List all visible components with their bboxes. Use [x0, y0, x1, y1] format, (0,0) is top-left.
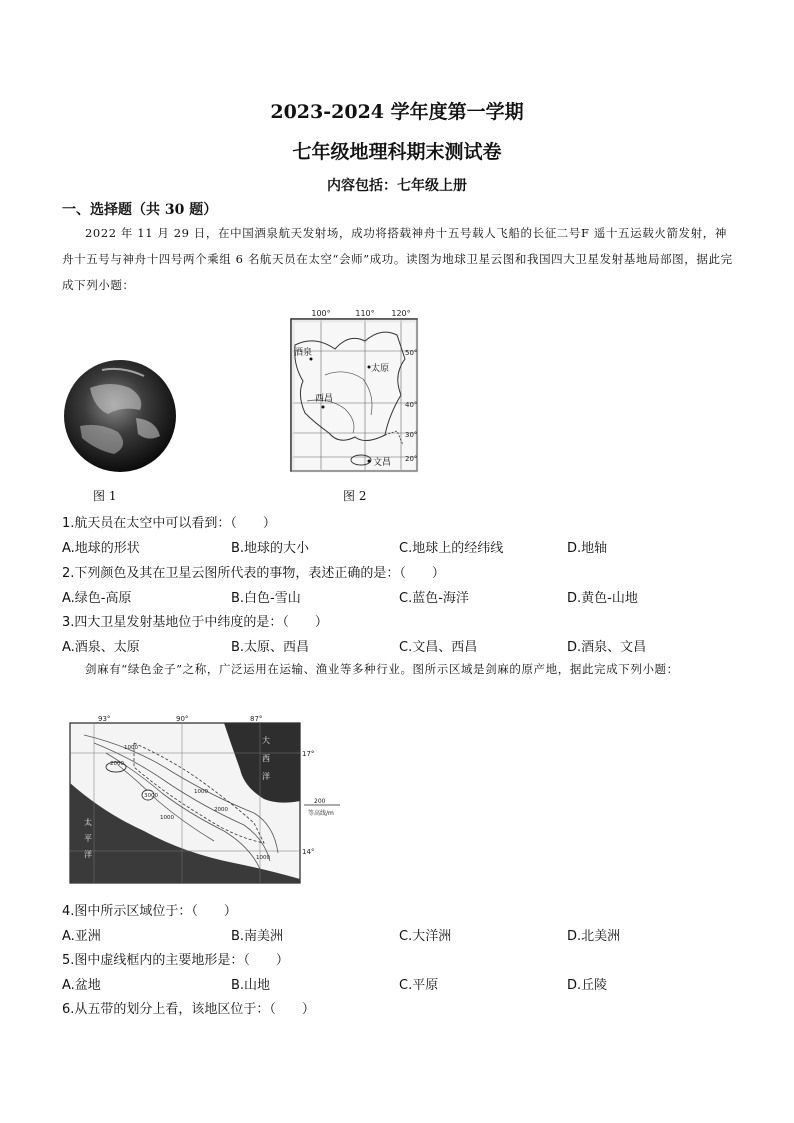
q1-option-b: B.地球的大小	[231, 541, 310, 556]
lon-label: 87°	[250, 715, 263, 723]
ocean-label-pacific: 平	[84, 834, 92, 843]
question-3: 3.四大卫星发射基地位于中纬度的是：（ ）	[62, 615, 328, 630]
contour-label: 1000	[194, 789, 208, 795]
contour-label: 2000	[214, 807, 228, 813]
q3-option-c: C.文昌、西昌	[399, 640, 478, 655]
q4-option-b: B.南美洲	[231, 929, 284, 944]
figure-1-earth-image	[60, 358, 180, 476]
figure-2-caption: 图 2	[343, 489, 367, 503]
q2-option-d: D.黄色-山地	[567, 591, 638, 606]
question-6: 6.从五带的划分上看，该地区位于：（ ）	[62, 1002, 315, 1017]
q3-option-a: A.酒泉、太原	[62, 640, 140, 655]
city-xichang: 西昌	[315, 394, 334, 404]
q2-option-b: B.白色-雪山	[231, 591, 301, 606]
map-longitude-labels	[311, 309, 410, 318]
question-2: 2.下列颜色及其在卫星云图所代表的事物，表述正确的是：（ ）	[62, 566, 445, 581]
q3-option-d: D.酒泉、文昌	[567, 640, 647, 655]
lon-label: 100°	[311, 309, 331, 318]
city-jiuquan: 酒泉	[294, 348, 313, 358]
contour-label: 1000	[124, 745, 138, 751]
lat-label: 30°	[405, 431, 418, 439]
question-4: 4.图中所示区域位于：（ ）	[62, 904, 237, 919]
q2-option-c: C.蓝色-海洋	[399, 591, 469, 606]
lat-label: 20°	[405, 455, 418, 463]
lon-label: 90°	[176, 715, 189, 723]
ocean-label-atlantic: 洋	[262, 772, 270, 781]
contour-label: 1000	[256, 855, 270, 861]
contour-label: 2000	[110, 761, 124, 767]
lon-label: 93°	[98, 715, 111, 723]
q5-option-a: A.盆地	[62, 978, 101, 993]
year-line: 2023-2024 学年度第一学期	[270, 101, 524, 123]
passage-1: 2022 年 11 月 29 日，在中国酒泉航天发射场，成功将搭载神舟十五号载人飞船的长征二号F 遥十五运载火箭发射，神舟十五号与神舟十四号两个乘组 6 名航天员在太空“会师”成功。读图为地球卫星云图和我国四大卫星发射基地局部图，据此完成下列小题：	[62, 226, 733, 292]
lon-label: 110°	[355, 309, 375, 318]
section-title: 一、选择题（共 30 题）	[62, 202, 218, 218]
q3-option-b: B.太原、西昌	[231, 640, 310, 655]
ocean-label-atlantic: 西	[262, 754, 270, 763]
exam-title: 七年级地理科期末测试卷	[292, 141, 502, 163]
ocean-label-atlantic: 大	[262, 736, 270, 745]
q5-option-d: D.丘陵	[567, 978, 608, 993]
question-5: 5.图中虚线框内的主要地形是：（ ）	[62, 953, 289, 968]
city-taiyuan: 太原	[371, 364, 390, 374]
scope-line: 内容包括：七年级上册	[327, 178, 467, 194]
lat-label: 40°	[405, 401, 418, 409]
q1-option-d: D.地轴	[567, 541, 608, 556]
ocean-label-pacific: 太	[84, 818, 92, 827]
lon-label: 120°	[391, 309, 411, 318]
figure-1-caption: 图 1	[93, 489, 117, 503]
q5-option-c: C.平原	[399, 978, 439, 993]
q5-option-b: B.山地	[231, 978, 271, 993]
legend-value: 200	[314, 798, 326, 805]
lat-label: 17°	[302, 750, 315, 758]
figure-2-map	[285, 305, 425, 475]
city-wenchang: 文昌	[373, 458, 392, 468]
q4-option-c: C.大洋洲	[399, 929, 452, 944]
q1-option-a: A.地球的形状	[62, 541, 140, 556]
q2-option-a: A.绿色-高原	[62, 591, 132, 606]
lat-label: 14°	[302, 848, 315, 856]
contour-label: 1000	[160, 815, 174, 821]
ocean-label-pacific: 洋	[84, 850, 92, 859]
legend-label: 等高线/m	[308, 810, 334, 817]
q1-option-c: C.地球上的经纬线	[399, 541, 504, 556]
contour-label: 3000	[144, 793, 158, 799]
q4-option-d: D.北美洲	[567, 929, 621, 944]
figure-3-topographic-map	[64, 713, 346, 885]
question-1: 1.航天员在太空中可以看到：（ ）	[62, 516, 276, 531]
passage-2: 剑麻有“绿色金子”之称，广泛运用在运输、渔业等多种行业。图所示区域是剑麻的原产地，据此完成下列小题：	[85, 662, 679, 676]
lat-label: 50°	[405, 349, 418, 357]
q4-option-a: A.亚洲	[62, 929, 101, 944]
